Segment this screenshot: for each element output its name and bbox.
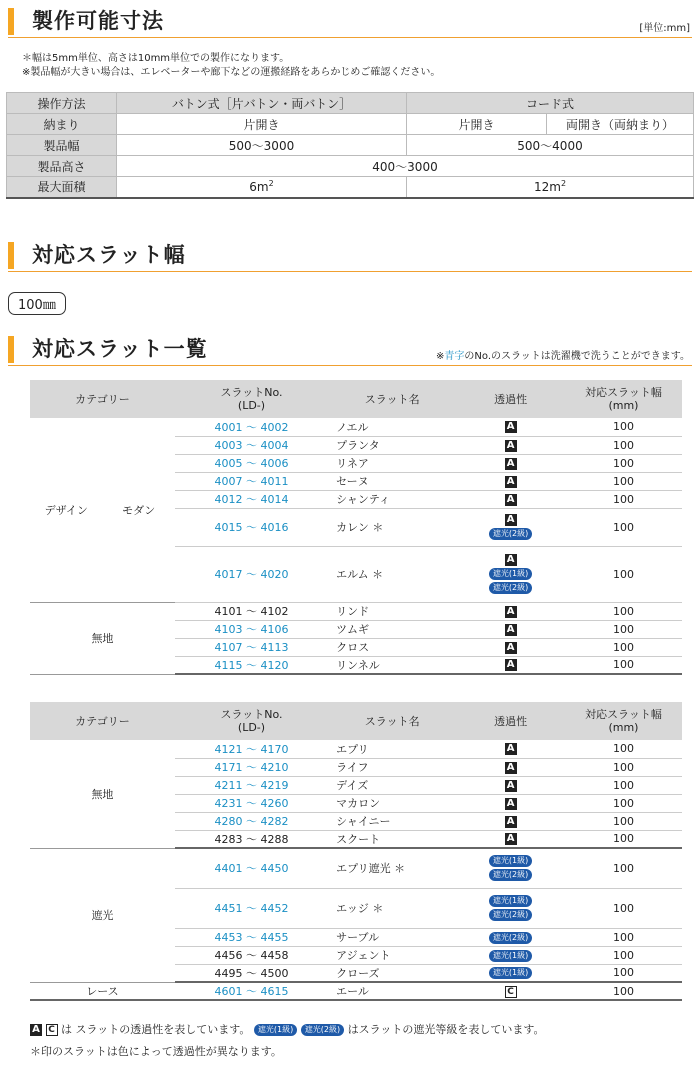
category-lace: レース [30, 982, 175, 1000]
slat-no: 4283 ～ 4288 [175, 830, 328, 848]
slat-width: 100 [565, 620, 682, 638]
slat-name: ツムギ [328, 620, 456, 638]
slat-no: 4453 ～ 4455 [175, 928, 328, 946]
slat-width: 100 [565, 946, 682, 964]
slat-name: エルム ＊ [328, 546, 456, 602]
slat-name: アジェント [328, 946, 456, 964]
transmit: 遮光(1級) 遮光(2級) [456, 888, 565, 928]
slat-width: 100 [565, 490, 682, 508]
slat-no: 4101 ～ 4102 [175, 602, 328, 620]
area-label: 最大面積 [7, 177, 117, 198]
baton-area: $6m^2$ [117, 177, 407, 198]
slat-width: 100 [565, 982, 682, 1000]
slat-width: 100 [565, 638, 682, 656]
th-slat-name: スラット名 [328, 702, 456, 740]
transmit: A [456, 436, 565, 454]
legend-line-1: A C は スラットの透過性を表しています。 遮光(1級) 遮光(2級) はスラットの遮光等級を表しています。 [30, 1022, 545, 1038]
section-slat-list [8, 334, 692, 366]
transmit: C [456, 982, 565, 1000]
fold-label: 納まり [7, 114, 117, 135]
cord-area: $12m^2$ [407, 177, 694, 198]
table-row [30, 602, 682, 620]
slat-table-1 [30, 380, 682, 675]
slat-width: 100 [565, 602, 682, 620]
cord-fold-1: 片開き [407, 114, 547, 135]
cord-header: コード式 [407, 93, 694, 114]
transmit: A [456, 418, 565, 436]
slat-no: 4001 ～ 4002 [175, 418, 328, 436]
slat-name: カレン ＊ [328, 508, 456, 546]
slat-no: 4005 ～ 4006 [175, 454, 328, 472]
slat-width: 100 [565, 888, 682, 928]
slat-no: 4456 ～ 4458 [175, 946, 328, 964]
table-row [30, 418, 682, 436]
slat-width: 100 [565, 454, 682, 472]
slat-no: 4103 ～ 4106 [175, 620, 328, 638]
slat-width: 100 [565, 740, 682, 758]
slat-no: 4007 ～ 4011 [175, 472, 328, 490]
slat-name: サーブル [328, 928, 456, 946]
slat-no: 4451 ～ 4452 [175, 888, 328, 928]
slat-no: 4107 ～ 4113 [175, 638, 328, 656]
section-slat-width [8, 240, 692, 272]
slat-name: プランタ [328, 436, 456, 454]
legend-badge-c: C [46, 1024, 58, 1036]
slat-width: 100 [565, 812, 682, 830]
slat-name: エール [328, 982, 456, 1000]
cord-width: 500～4000 [407, 135, 694, 156]
spec-table [6, 92, 694, 199]
slat-width: 100 [565, 964, 682, 982]
slat-no: 4231 ～ 4260 [175, 794, 328, 812]
table-row [30, 848, 682, 888]
transmit: 遮光(1級) 遮光(2級) [456, 848, 565, 888]
transmit: A [456, 602, 565, 620]
washable-note: ※青字のNo.のスラットは洗濯機で洗うことができます。 [436, 351, 690, 362]
section-title: 対応スラット一覧 [32, 337, 208, 361]
slat-width: 100 [565, 436, 682, 454]
slat-name: デイズ [328, 776, 456, 794]
transmit: A 遮光(2級) [456, 508, 565, 546]
slat-no: 4401 ～ 4450 [175, 848, 328, 888]
slat-no: 4115 ～ 4120 [175, 656, 328, 674]
slat-name: エッジ ＊ [328, 888, 456, 928]
baton-fold: 片開き [117, 114, 407, 135]
slat-width-pill: 100㎜ [8, 292, 66, 315]
section-accent-bar [8, 336, 14, 363]
transmit: A [456, 758, 565, 776]
th-transmit: 透過性 [456, 702, 565, 740]
slat-no: 4495 ～ 4500 [175, 964, 328, 982]
slat-name: クローズ [328, 964, 456, 982]
baton-header: バトン式［片バトン・両バトン］ [117, 93, 407, 114]
op-label: 操作方法 [7, 93, 117, 114]
note-2: ※製品幅が大きい場合は、エレベーターや廊下などの運搬経路をあらかじめご確認ください。 [22, 67, 441, 78]
product-height: 400～3000 [117, 156, 694, 177]
legend-shade-2: 遮光(2級) [301, 1024, 344, 1036]
transmit: A [456, 638, 565, 656]
slat-width: 100 [565, 656, 682, 674]
transmit: A [456, 490, 565, 508]
transmit: A 遮光(1級) 遮光(2級) [456, 546, 565, 602]
slat-width: 100 [565, 794, 682, 812]
slat-no: 4012 ～ 4014 [175, 490, 328, 508]
slat-no: 4280 ～ 4282 [175, 812, 328, 830]
slat-no: 4171 ～ 4210 [175, 758, 328, 776]
width-label: 製品幅 [7, 135, 117, 156]
slat-name: スクート [328, 830, 456, 848]
section-title: 製作可能寸法 [32, 9, 164, 33]
category-design: デザイン [30, 418, 102, 602]
slat-width: 100 [565, 776, 682, 794]
slat-width: 100 [565, 418, 682, 436]
slat-name: クロス [328, 638, 456, 656]
th-slat-no: スラットNo. (LD-) [175, 380, 328, 418]
slat-width: 100 [565, 508, 682, 546]
slat-no: 4017 ～ 4020 [175, 546, 328, 602]
transmit: A [456, 454, 565, 472]
transmit: A [456, 620, 565, 638]
slat-width: 100 [565, 546, 682, 602]
slat-name: リンネル [328, 656, 456, 674]
transmit: 遮光(1級) [456, 964, 565, 982]
th-slat-name: スラット名 [328, 380, 456, 418]
transmit: A [456, 656, 565, 674]
table-row [30, 982, 682, 1000]
transmit: A [456, 830, 565, 848]
unit-label: [単位:mm] [639, 23, 690, 34]
slat-width: 100 [565, 758, 682, 776]
slat-width: 100 [565, 830, 682, 848]
section-accent-bar [8, 8, 14, 35]
slat-name: シャイニー [328, 812, 456, 830]
legend-line-2: ＊印のスラットは色によって透過性が異なります。 [30, 1045, 282, 1058]
category-modern: モダン [102, 418, 174, 602]
transmit: A [456, 472, 565, 490]
slat-no: 4015 ～ 4016 [175, 508, 328, 546]
baton-width: 500～3000 [117, 135, 407, 156]
note-1: ＊幅は5mm単位、高さは10mm単位での製作になります。 [22, 53, 290, 64]
transmit: A [456, 740, 565, 758]
section-production-size [8, 6, 692, 38]
slat-no: 4601 ～ 4615 [175, 982, 328, 1000]
slat-width: 100 [565, 472, 682, 490]
section-accent-bar [8, 242, 14, 269]
slat-name: ライフ [328, 758, 456, 776]
transmit: A [456, 776, 565, 794]
slat-width: 100 [565, 848, 682, 888]
th-width: 対応スラット幅 (mm) [565, 380, 682, 418]
th-category: カテゴリー [30, 380, 175, 418]
section-title: 対応スラット幅 [32, 243, 186, 267]
slat-name: リンド [328, 602, 456, 620]
slat-name: ノエル [328, 418, 456, 436]
height-label: 製品高さ [7, 156, 117, 177]
slat-no: 4211 ～ 4219 [175, 776, 328, 794]
slat-name: シャンティ [328, 490, 456, 508]
th-width: 対応スラット幅 (mm) [565, 702, 682, 740]
slat-name: マカロン [328, 794, 456, 812]
category-shako: 遮光 [30, 848, 175, 982]
slat-name: リネア [328, 454, 456, 472]
category-muji: 無地 [30, 602, 175, 674]
cord-fold-2: 両開き（両納まり） [547, 114, 694, 135]
slat-width: 100 [565, 928, 682, 946]
slat-table-2 [30, 702, 682, 1001]
transmit: 遮光(1級) [456, 946, 565, 964]
table-row [30, 740, 682, 758]
th-transmit: 透過性 [456, 380, 565, 418]
slat-no: 4121 ～ 4170 [175, 740, 328, 758]
slat-no: 4003 ～ 4004 [175, 436, 328, 454]
slat-name: エプリ遮光 ＊ [328, 848, 456, 888]
legend-shade-1: 遮光(1級) [254, 1024, 297, 1036]
category-muji: 無地 [30, 740, 175, 848]
slat-name: セーヌ [328, 472, 456, 490]
slat-name: エプリ [328, 740, 456, 758]
transmit: 遮光(2級) [456, 928, 565, 946]
th-category: カテゴリー [30, 702, 175, 740]
th-slat-no: スラットNo. (LD-) [175, 702, 328, 740]
transmit: A [456, 812, 565, 830]
legend-badge-a: A [30, 1024, 42, 1036]
transmit: A [456, 794, 565, 812]
